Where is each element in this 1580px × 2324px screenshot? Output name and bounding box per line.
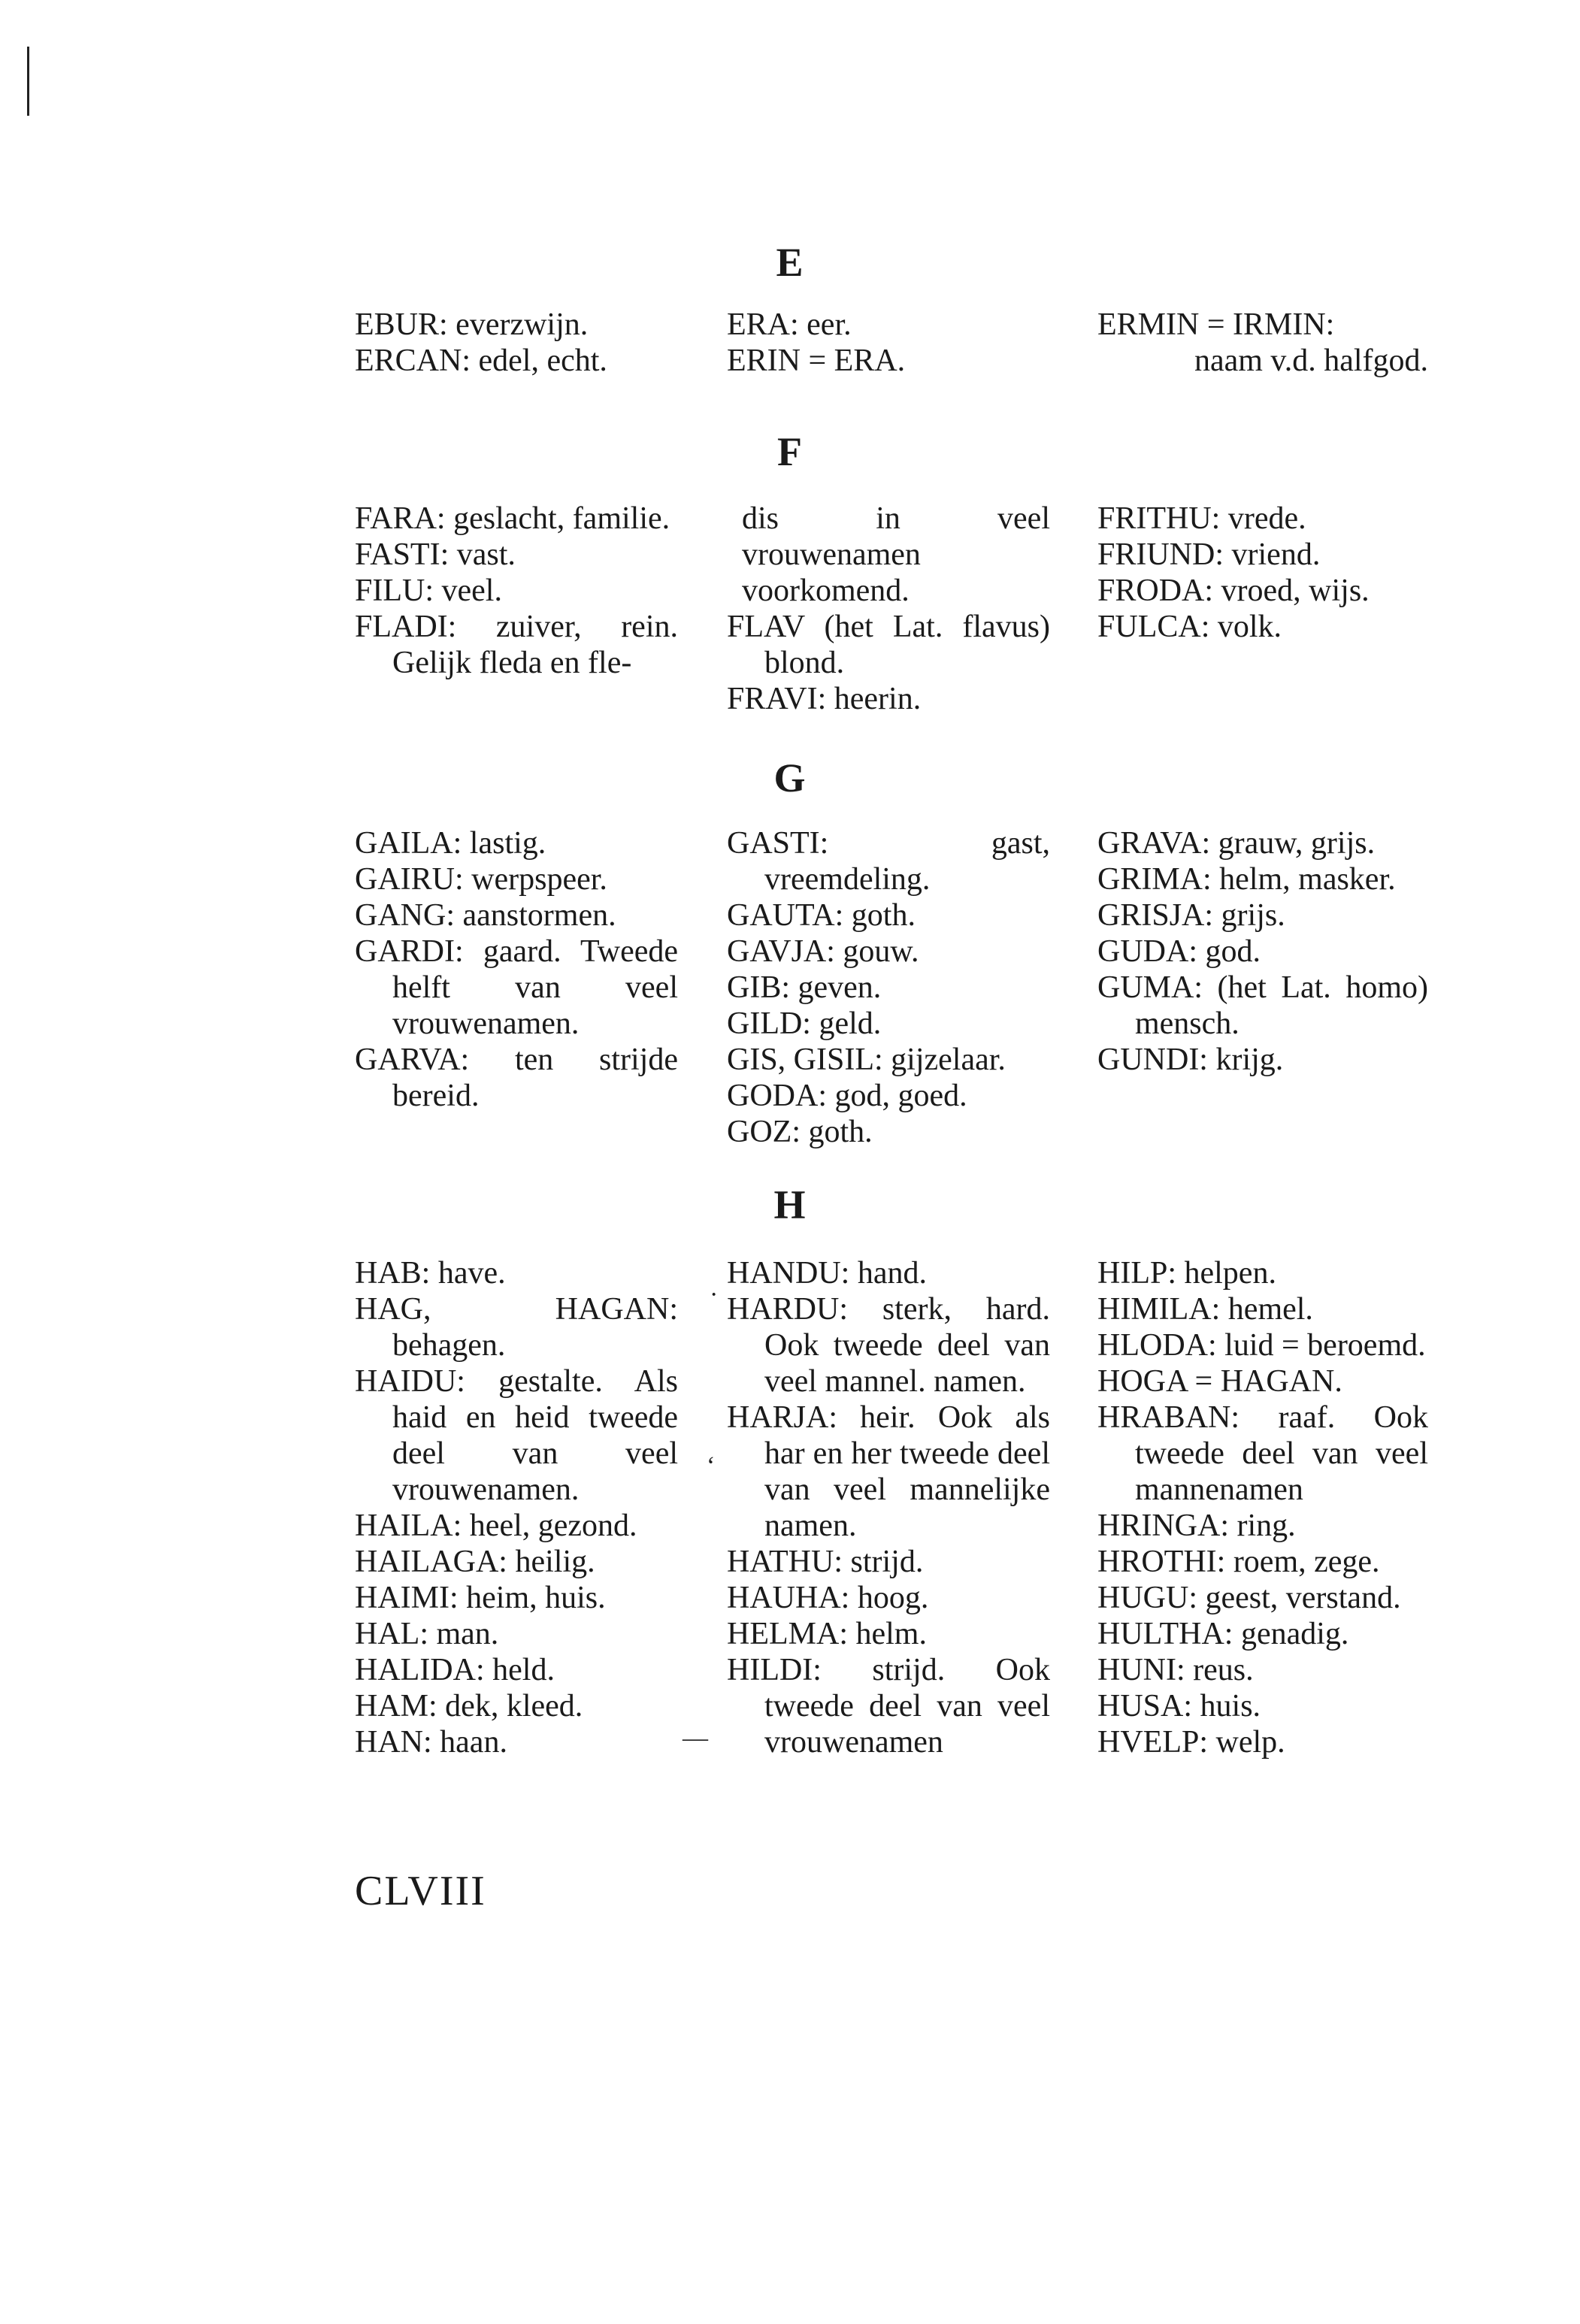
entry: FULCA: volk. [1097, 610, 1282, 644]
entry: GAUTA: goth. [727, 898, 916, 933]
entry: GOZ: goth. [727, 1115, 873, 1149]
entry: GANG: aanstormen. [355, 898, 616, 933]
entry: GARVA: ten strijde bereid. [355, 1042, 678, 1113]
entry: FILU: veel. [355, 573, 502, 608]
entry: HUSA: huis. [1097, 1689, 1261, 1723]
margin-dot: · [710, 1281, 719, 1309]
entry: GUDA: god. [1097, 934, 1261, 969]
entry: HROTHI: roem, zege. [1097, 1545, 1380, 1579]
entry: HILP: helpen. [1097, 1256, 1276, 1291]
entry: HRINGA: ring. [1097, 1508, 1296, 1543]
entry: HARJA: heir. Ook als har en her tweede deel van veel mannelijke namen. [727, 1400, 1050, 1543]
entry: FRIUND: vriend. [1097, 537, 1321, 572]
entry: GARDI: gaard. Tweede helft van veel vrouwenamen. [355, 934, 678, 1041]
entry: GIB: geven. [727, 970, 882, 1005]
column-1 [355, 501, 678, 681]
column-3 [1097, 501, 1428, 645]
entry: FASTI: vast. [355, 537, 516, 572]
entry: HAB: have. [355, 1256, 506, 1291]
column-1 [355, 825, 678, 1114]
margin-rule [27, 47, 29, 116]
column-1 [355, 1255, 678, 1760]
section-letter-f: F [777, 429, 803, 474]
entry: HRABAN: raaf. Ook tweede deel van veel mannenamen [1097, 1400, 1428, 1507]
entry: GAIRU: werpspeer. [355, 862, 607, 897]
entry: HAM: dek, kleed. [355, 1689, 583, 1723]
margin-dash: — [683, 1724, 708, 1752]
column-3 [1097, 1255, 1428, 1760]
page-folio: CLVIII [355, 1868, 486, 1914]
entry: ERIN = ERA. [727, 343, 906, 378]
column-2 [727, 307, 1050, 379]
entry: HAUHA: hoog. [727, 1581, 929, 1615]
entry: HILDI: strijd. Ook tweede deel van veel vrouwenamen [727, 1653, 1050, 1760]
entry: HIMILA: hemel. [1097, 1292, 1313, 1327]
entry: FLAV (het Lat. flavus) blond. [727, 610, 1050, 680]
entry-continuation: dis in veel vrouwenamen voorkomend. [742, 501, 1050, 608]
entry: HULTHA: genadig. [1097, 1617, 1349, 1651]
column-3 [1097, 307, 1428, 379]
entry: FLADI: zuiver, rein. Gelijk fleda en fle- [355, 610, 678, 680]
column-2 [727, 501, 1050, 717]
entry: GASTI: gast, vreemdeling. [727, 826, 1050, 897]
entry: GAVJA: gouw. [727, 934, 919, 969]
entry: GAILA: lastig. [355, 826, 546, 861]
column-2 [727, 825, 1050, 1150]
column-2 [727, 1255, 1050, 1760]
column-3 [1097, 825, 1428, 1078]
entry: HARDU: sterk, hard. Ook tweede deel van veel mannel. namen. [727, 1292, 1050, 1399]
entry: FRODA: vroed, wijs. [1097, 573, 1370, 608]
entry: GUMA: (het Lat. homo) mensch. [1097, 970, 1428, 1041]
margin-tick: ‘ [707, 1452, 716, 1480]
section-letter-e: E [776, 240, 804, 285]
entry: HAG, HAGAN: behagen. [355, 1292, 678, 1363]
entry: HAN: haan. [355, 1725, 507, 1760]
section-letter-g: G [773, 755, 807, 800]
entry: HUNI: reus. [1097, 1653, 1254, 1687]
entry: HAIDU: gestalte. Als haid en heid tweede deel van veel vrouwenamen. [355, 1364, 678, 1507]
entry-continuation: naam v.d. halfgod. [1194, 343, 1428, 378]
entry: EBUR: everzwijn. [355, 307, 589, 342]
entry: HOGA = HAGAN. [1097, 1364, 1342, 1399]
entry: HALIDA: held. [355, 1653, 555, 1687]
entry: HVELP: welp. [1097, 1725, 1285, 1760]
entry: HANDU: hand. [727, 1256, 927, 1291]
entry: HUGU: geest, verstand. [1097, 1581, 1401, 1615]
entry: GIS, GISIL: gijzelaar. [727, 1042, 1006, 1077]
entry: GUNDI: krijg. [1097, 1042, 1284, 1077]
entry: HLODA: luid = beroemd. [1097, 1328, 1426, 1363]
section-letter-h: H [773, 1182, 807, 1227]
entry: HAILA: heel, gezond. [355, 1508, 637, 1543]
column-1 [355, 307, 678, 379]
entry: GRIMA: helm, masker. [1097, 862, 1396, 897]
entry: GILD: geld. [727, 1006, 882, 1041]
entry: GRISJA: grijs. [1097, 898, 1285, 933]
entry: GRAVA: grauw, grijs. [1097, 826, 1376, 861]
entry: ERA: eer. [727, 307, 852, 342]
entry: FRAVI: heerin. [727, 682, 922, 716]
entry: HAL: man. [355, 1617, 499, 1651]
entry: FRITHU: vrede. [1097, 501, 1306, 536]
entry: HELMA: helm. [727, 1617, 927, 1651]
entry: ERMIN = IRMIN: [1097, 307, 1335, 342]
entry: HATHU: strijd. [727, 1545, 924, 1579]
entry: GODA: god, goed. [727, 1079, 967, 1113]
entry: ERCAN: edel, echt. [355, 343, 607, 378]
entry: HAILAGA: heilig. [355, 1545, 595, 1579]
entry: HAIMI: heim, huis. [355, 1581, 606, 1615]
entry: FARA: geslacht, familie. [355, 501, 670, 536]
